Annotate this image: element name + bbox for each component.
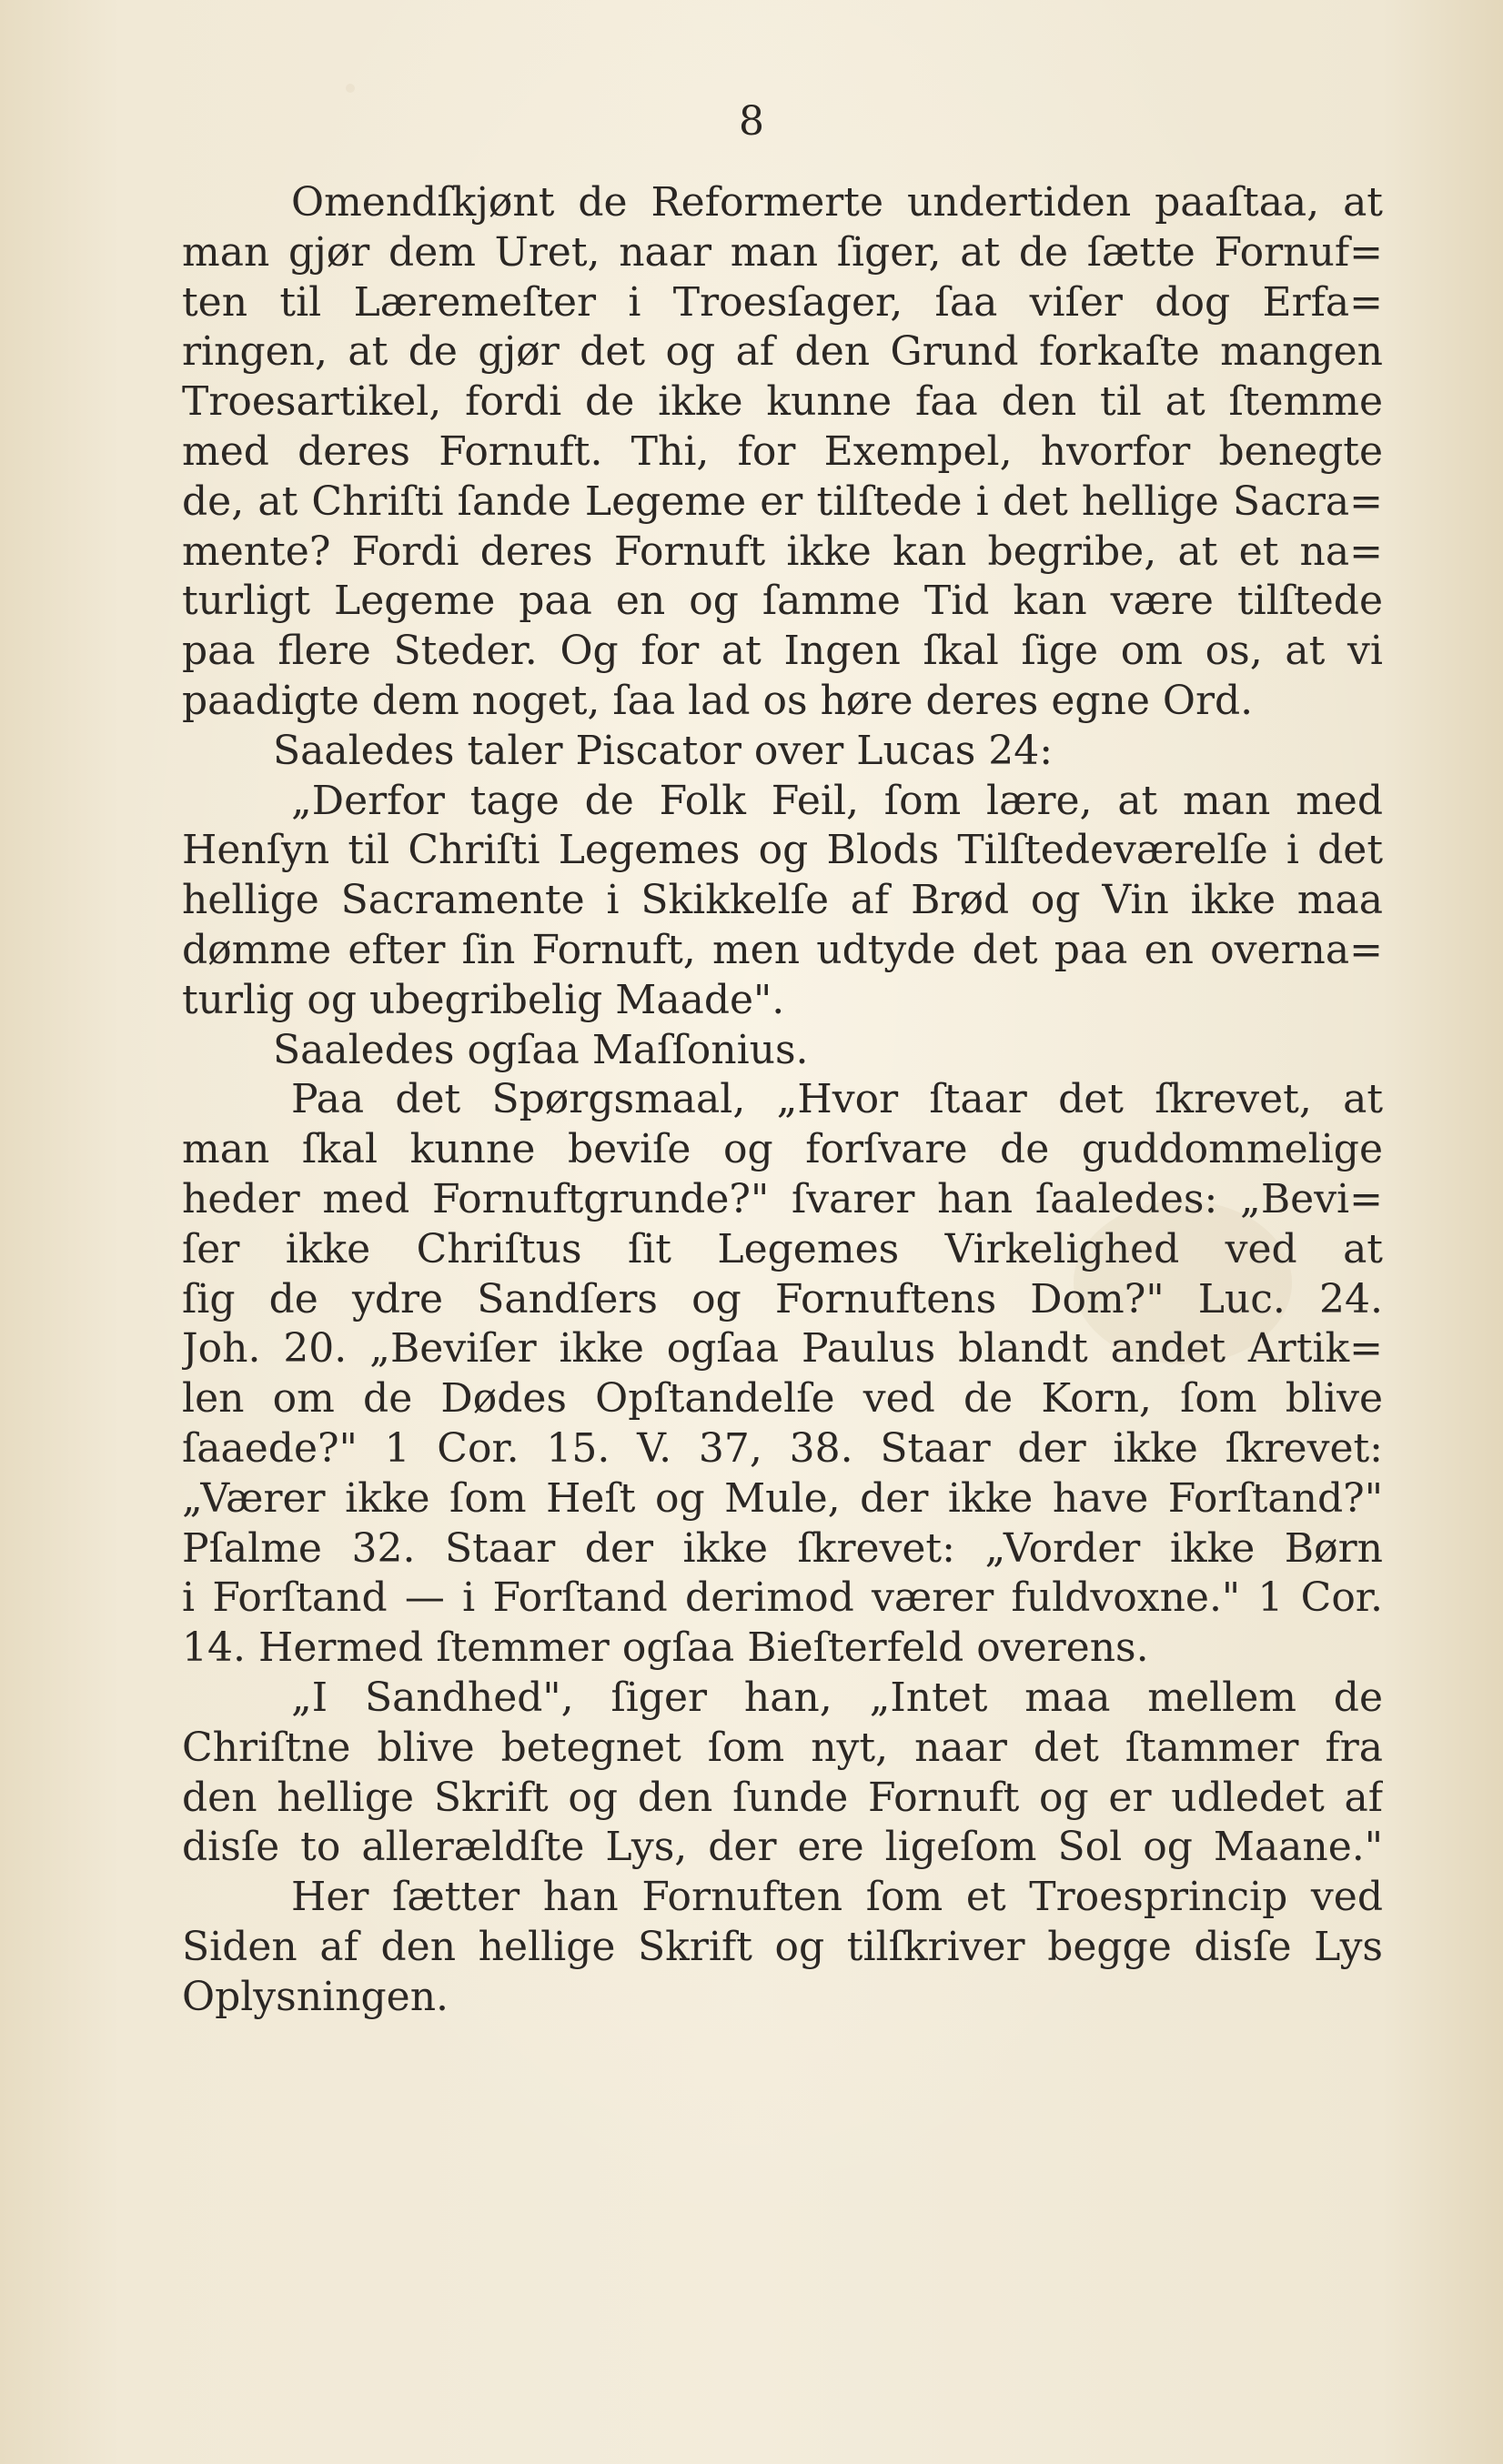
text-line: Siden af den hellige Skrift og tilſkriver begge disſe Lys — [182, 1923, 1383, 1970]
text-line: „I Sandhed", ſiger han, „Intet maa mellem de — [291, 1674, 1383, 1721]
text-line: hellige Sacramente i Skikkelſe af Brød og Vin ikke maa — [182, 877, 1383, 924]
text-line: den hellige Skrift og den ſunde Fornuft og er udledet af — [182, 1774, 1383, 1821]
text-line: heder med Fornuftgrunde?" ſvarer han ſaaledes: „Bevi= — [182, 1175, 1383, 1222]
text-line: Omendſkjønt de Reformerte undertiden paaſtaa, at — [291, 179, 1383, 226]
text-line: Joh. 20. „Beviſer ikke ogſaa Paulus blandt andet Artik= — [182, 1325, 1383, 1373]
text-line: turligt Legeme paa en og ſamme Tid kan være tilſtede — [182, 578, 1383, 625]
text-line: turlig og ubegribelig Maade". — [182, 976, 785, 1023]
text-line: Her ſætter han Fornuften ſom et Troesprincip ved — [291, 1874, 1383, 1921]
text-line: ſaaede?" 1 Cor. 15. V. 37, 38. Staar der ikke ſkrevet: — [182, 1424, 1383, 1472]
text-line: ten til Læremeſter i Troesſager, ſaa viſer dog Erfa= — [182, 278, 1383, 326]
text-line: paa flere Steder. Og for at Ingen ſkal ſige om os, at vi — [182, 628, 1383, 675]
text-line: „Derfor tage de Folk Feil, ſom lære, at man med — [291, 777, 1383, 824]
text-line: Saaledes taler Piscator over Lucas 24: — [273, 727, 1054, 774]
text-line: paadigte dem noget, ſaa lad os høre deres egne Ord. — [182, 677, 1254, 724]
text-line: Pſalme 32. Staar der ikke ſkrevet: „Vorder ikke Børn — [182, 1524, 1383, 1572]
text-line: med deres Fornuft. Thi, for Exempel, hvorfor benegte — [182, 427, 1383, 475]
text-line: Troesartikel, fordi de ikke kunne faa den til at ſtemme — [182, 378, 1383, 426]
text-line: man ſkal kunne beviſe og forſvare de guddommelige — [182, 1126, 1383, 1173]
text-line: disſe to allerældſte Lys, der ere ligeſom Sol og Maane." — [182, 1824, 1383, 1871]
text-line: ſig de ydre Sandſers og Fornuftens Dom?" Luc. 24. — [182, 1275, 1383, 1323]
page-number: 8 — [739, 98, 764, 145]
text-line: de, at Chriſti ſande Legeme er tilſtede i det hellige Sacra= — [182, 478, 1383, 525]
text-line: Saaledes ogſaa Maſſonius. — [273, 1026, 809, 1073]
text-line: Paa det Spørgsmaal, „Hvor ſtaar det ſkrevet, at — [291, 1076, 1383, 1123]
text-line: man gjør dem Uret, naar man ſiger, at de ſætte Fornuf= — [182, 228, 1383, 276]
text-line: ringen, at de gjør det og af den Grund forkaſte mangen — [182, 328, 1383, 376]
text-line: mente? Fordi deres Fornuft ikke kan begribe, at et na= — [182, 528, 1383, 575]
text-line: len om de Dødes Opſtandelſe ved de Korn, ſom blive — [182, 1375, 1383, 1423]
text-line: „Værer ikke ſom Heſt og Mule, der ikke have Forſtand?" — [182, 1474, 1383, 1522]
text-line: 14. Hermed ſtemmer ogſaa Bieſterfeld overens. — [182, 1624, 1149, 1672]
text-line: dømme efter ſin Fornuft, men udtyde det paa en overna= — [182, 926, 1383, 973]
text-line: Oplysningen. — [182, 1973, 449, 2020]
text-line: Henſyn til Chriſti Legemes og Blods Tilſtedeværelſe i det — [182, 827, 1383, 874]
text-line: ſer ikke Chriſtus ſit Legemes Virkelighed ved at — [182, 1225, 1383, 1272]
body-text — [182, 178, 1383, 2022]
text-line: Chriſtne blive betegnet ſom nyt, naar det ſtammer fra — [182, 1724, 1383, 1771]
text-line: i Forſtand — i Forſtand derimod værer fuldvoxne." 1 Cor. — [182, 1574, 1383, 1622]
paper-stain — [346, 84, 355, 93]
